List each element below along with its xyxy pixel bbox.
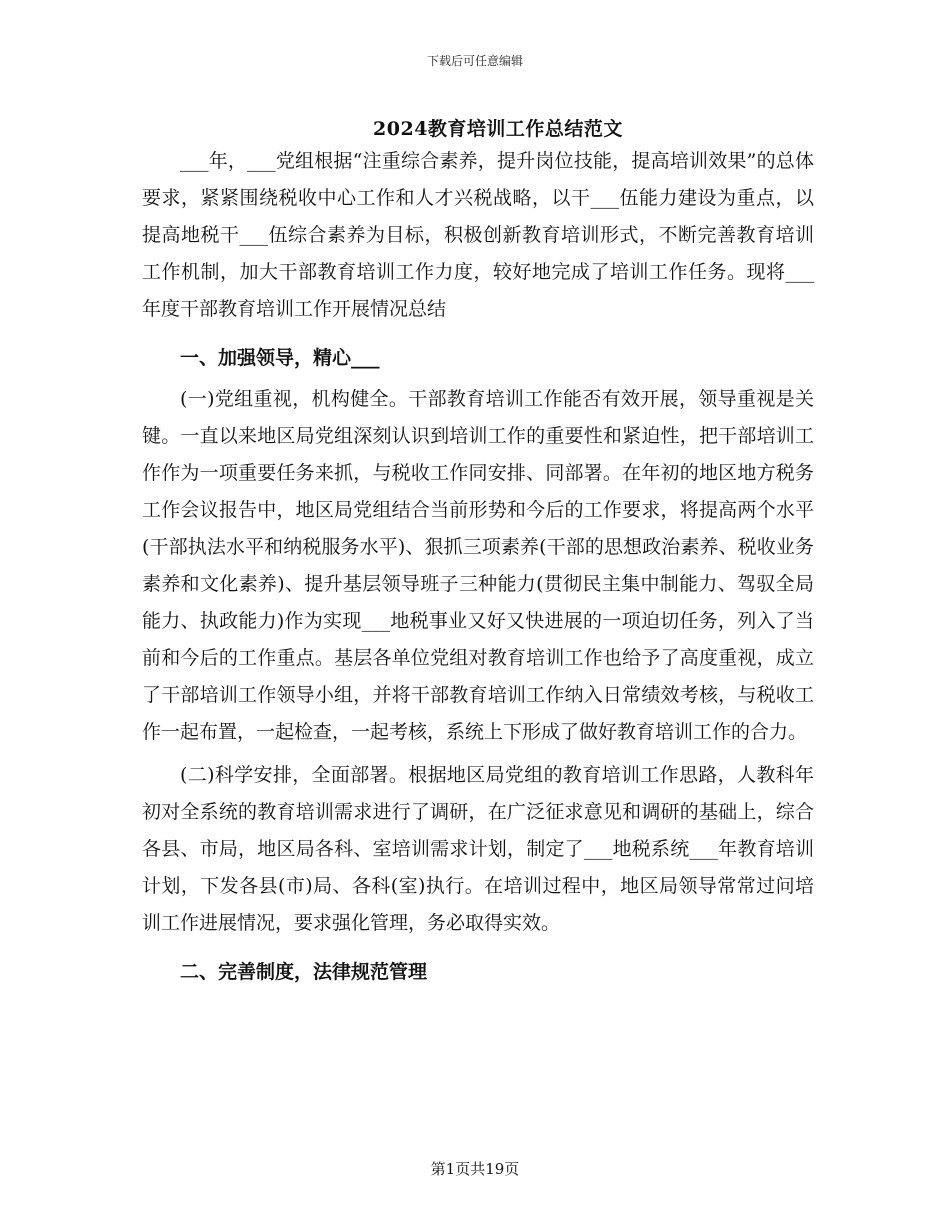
section-heading-2: 二、完善制度，法律规范管理 <box>180 961 428 983</box>
spacer <box>142 328 814 340</box>
document-title: 2024教育培训工作总结范文 <box>373 118 623 140</box>
document-body <box>142 143 814 991</box>
paragraph-2: (二)科学安排，全面部署。根据地区局党组的教育培训工作思路，人教科年初对全系统的教育培训需求进行了调研，在广泛征求意见和调研的基础上，综合各县、市局，地区局各科、室培训需求计划，制定了___地税系统___年教育培训计划，下发各县(市)局、各科(室)执行。在培训过程中，地区局领导常常过问培训工作进展情况，要求强化管理，务必取得实效。 <box>142 764 814 934</box>
section-heading-1: 一、加强领导，精心___ <box>180 347 380 369</box>
paragraph-1: (一)党组重视，机构健全。干部教育培训工作能否有效开展，领导重视是关键。一直以来地区局党组深刻认识到培训工作的重要性和紧迫性，把干部培训工作作为一项重要任务来抓，与税收工作同安排、同部署。在年初的地区地方税务工作会议报告中，地区局党组结合当前形势和今后的工作要求，将提高两个水平(干部执法水平和纳税服务水平)、狠抓三项素养(干部的思想政治素养、税收业务素养和文化素养)、提升基层领导班子三种能力(贯彻民主集中制能力、驾驭全局能力、执政能力)作为实现___地税事业又好又快进展的一项迫切任务，列入了当前和今后的工作重点。基层各单位党组对教育培训工作也给予了高度重视，成立了干部培训工作领导小组，并将干部教育培训工作纳入日常绩效考核，与税收工作一起布置，一起检查，一起考核，系统上下形成了做好教育培训工作的合力。 <box>142 388 814 743</box>
spacer <box>142 942 814 954</box>
intro-paragraph: ___年，___党组根据“注重综合素养，提升岗位技能，提高培训效果”的总体要求，紧紧围绕税收中心工作和人才兴税战略，以干___伍能力建设为重点，以提高地税干___伍综合素养为目标，积极创新教育培训形式，不断完善教育培训工作机制，加大干部教育培训工作力度，较好地完成了培训工作任务。现将___年度干部教育培训工作开展情况总结 <box>142 150 814 320</box>
header-note: 下载后可任意编辑 <box>426 54 523 68</box>
page-number: 第1页共19页 <box>430 1160 520 1178</box>
